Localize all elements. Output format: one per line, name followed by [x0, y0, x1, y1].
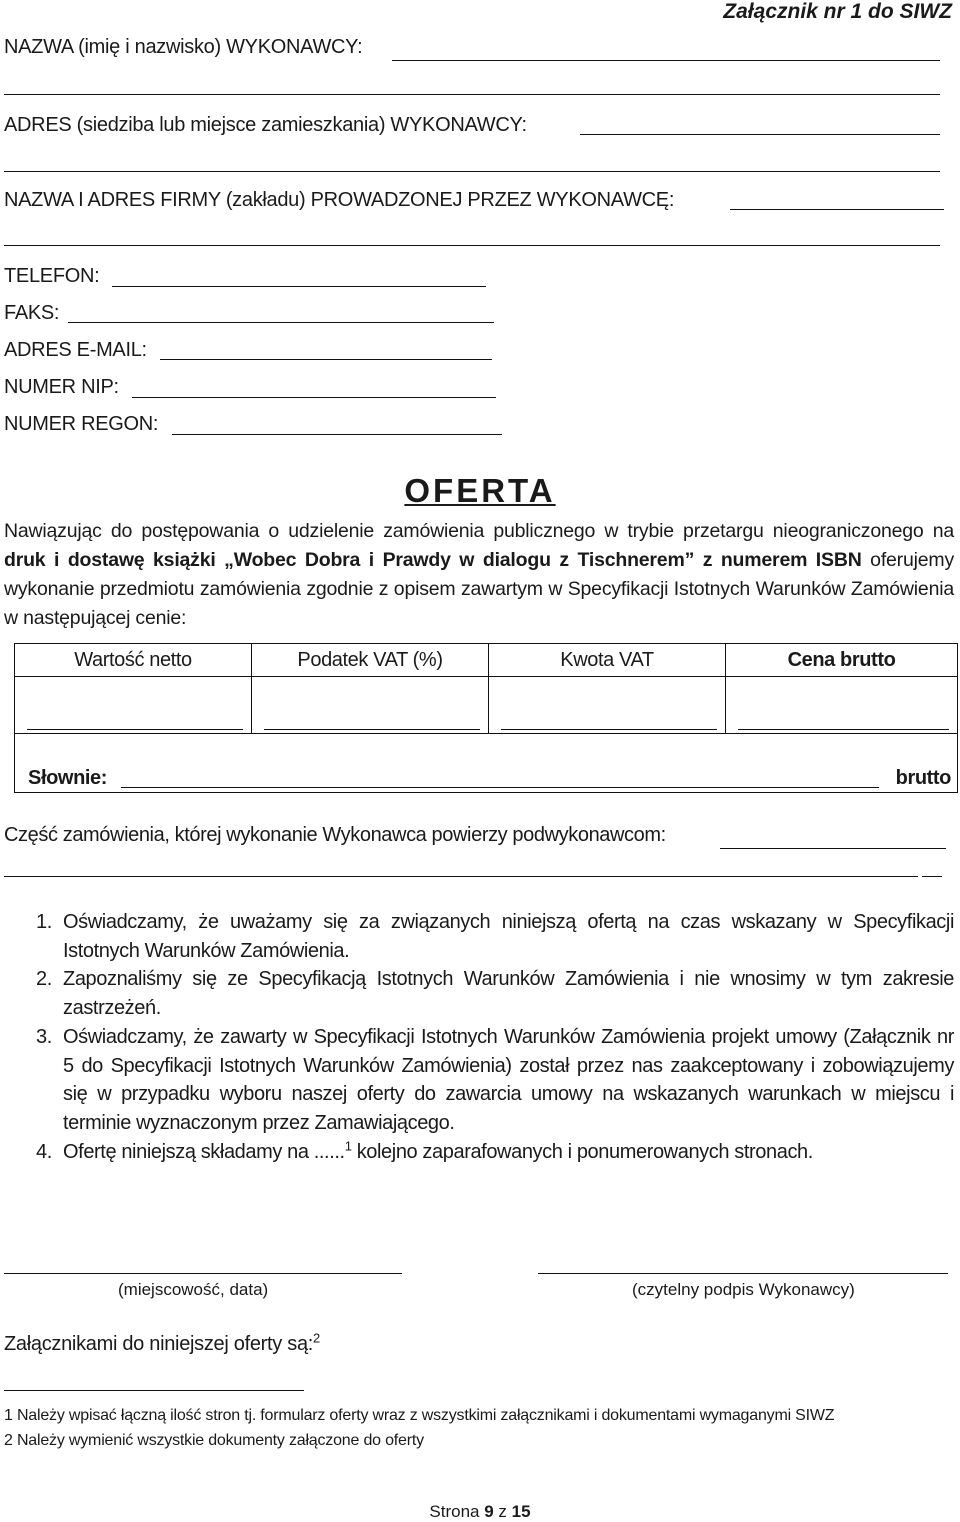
place-date-line[interactable] — [4, 1273, 402, 1274]
declaration-item: 3. Oświadczamy, że zawarty w Specyfikacji Istotnych Warunków Zamówienia projekt umowy (Załącznik nr 5 do Specyfikacji Istotnych Warunków Zamówienia) został przez nas zaakceptowany i zobowiązujemy się w przypadku wyboru naszej oferty do zawarcia umowy na wskazanych warunkach w miejscu i terminie wyznaczonym przez Zamawiającego. — [36, 1025, 954, 1134]
email-label: ADRES E-MAIL: — [4, 339, 147, 361]
header-vat-rate: Podatek VAT (%) — [252, 644, 489, 677]
name-line[interactable] — [392, 60, 940, 61]
name-label: NAZWA (imię i nazwisko) WYKONAWCY: — [4, 36, 363, 58]
annex-label: Załącznik nr 1 do SIWZ — [723, 0, 952, 23]
header-vat-amount: Kwota VAT — [489, 644, 726, 677]
address-line[interactable] — [580, 134, 940, 135]
fax-line[interactable] — [68, 322, 494, 323]
company-label: NAZWA I ADRES FIRMY (zakładu) PROWADZONEJ PRZEZ WYKONAWCĘ: — [4, 189, 675, 211]
regon-line[interactable] — [172, 434, 502, 435]
subcontract-line-end — [922, 876, 942, 877]
header-gross-price: Cena brutto — [726, 644, 958, 677]
declaration-item: 4. Ofertę niniejszą składamy na ......$^1$ kolejno zaparafowanych i ponumerowanych stronach. — [36, 1137, 813, 1163]
footnote-1: 1 Należy wpisać łączną ilość stron tj. formularz oferty wraz z wszystkimi załącznikami i dokumentami wymaganymi SIWZ — [4, 1407, 835, 1424]
offer-title: OFERTA — [404, 472, 556, 509]
price-in-words-cell[interactable] — [15, 734, 958, 793]
place-date-caption: (miejscowość, data) — [118, 1280, 269, 1299]
fax-label: FAKS: — [4, 302, 60, 324]
address-label: ADRES (siedziba lub miejsce zamieszkania) WYKONAWCY: — [4, 114, 527, 136]
nip-label: NUMER NIP: — [4, 376, 119, 398]
signature-line[interactable] — [538, 1273, 948, 1274]
nip-line[interactable] — [132, 397, 496, 398]
subcontract-label: Część zamówienia, której wykonanie Wykonawca powierzy podwykonawcom: — [4, 824, 666, 846]
in-words-suffix: brutto — [895, 767, 951, 789]
subcontract-line-2[interactable] — [4, 876, 918, 877]
declaration-item: 1. Oświadczamy, że uważamy się za związanych niniejszą ofertą na czas wskazany w Specyfikacji Istotnych Warunków Zamówienia. — [36, 911, 954, 962]
regon-label: NUMER REGON: — [4, 413, 159, 435]
page-number: Strona 9 z 15 — [429, 1502, 531, 1521]
net-value-cell[interactable] — [15, 677, 252, 734]
address-line-2[interactable] — [4, 171, 940, 172]
vat-rate-cell[interactable] — [252, 677, 489, 734]
company-line[interactable] — [730, 209, 944, 210]
phone-line[interactable] — [112, 286, 486, 287]
attachments-label: Załącznikami do niniejszej oferty są:$^2$ — [4, 1330, 320, 1355]
signature-caption: (czytelny podpis Wykonawcy) — [632, 1280, 855, 1299]
email-line[interactable] — [160, 359, 492, 360]
declaration-item: 2. Zapoznaliśmy się ze Specyfikacją Istotnych Warunków Zamówienia i nie wnosimy w tym zakresie zastrzeżeń. — [36, 968, 954, 1020]
in-words-label: Słownie: — [28, 767, 108, 789]
in-words-line[interactable] — [121, 787, 879, 788]
gross-price-cell[interactable] — [726, 677, 958, 734]
footnote-separator — [4, 1390, 304, 1391]
company-line-2[interactable] — [4, 245, 940, 246]
name-line-2[interactable] — [4, 94, 940, 95]
subcontract-line[interactable] — [720, 848, 946, 849]
vat-amount-cell[interactable] — [489, 677, 726, 734]
offer-intro: Nawiązując do postępowania o udzielenie zamówienia publicznego w trybie przetargu nieograniczonego na druk i dostawę książki „Wobec Dobra i Prawdy w dialogu z Tischnerem” z numerem ISBN oferujemy wykonanie przedmiotu zamówienia zgodnie z opisem zawartym w Specyfikacji Istotnych Warunków Zamówienia w następującej cenie: — [4, 520, 954, 629]
phone-label: TELEFON: — [4, 265, 100, 287]
declarations-list — [4, 908, 954, 1166]
price-table — [14, 643, 958, 793]
header-net-value: Wartość netto — [15, 644, 252, 677]
footnote-2: 2 Należy wymienić wszystkie dokumenty załączone do oferty — [4, 1432, 424, 1449]
